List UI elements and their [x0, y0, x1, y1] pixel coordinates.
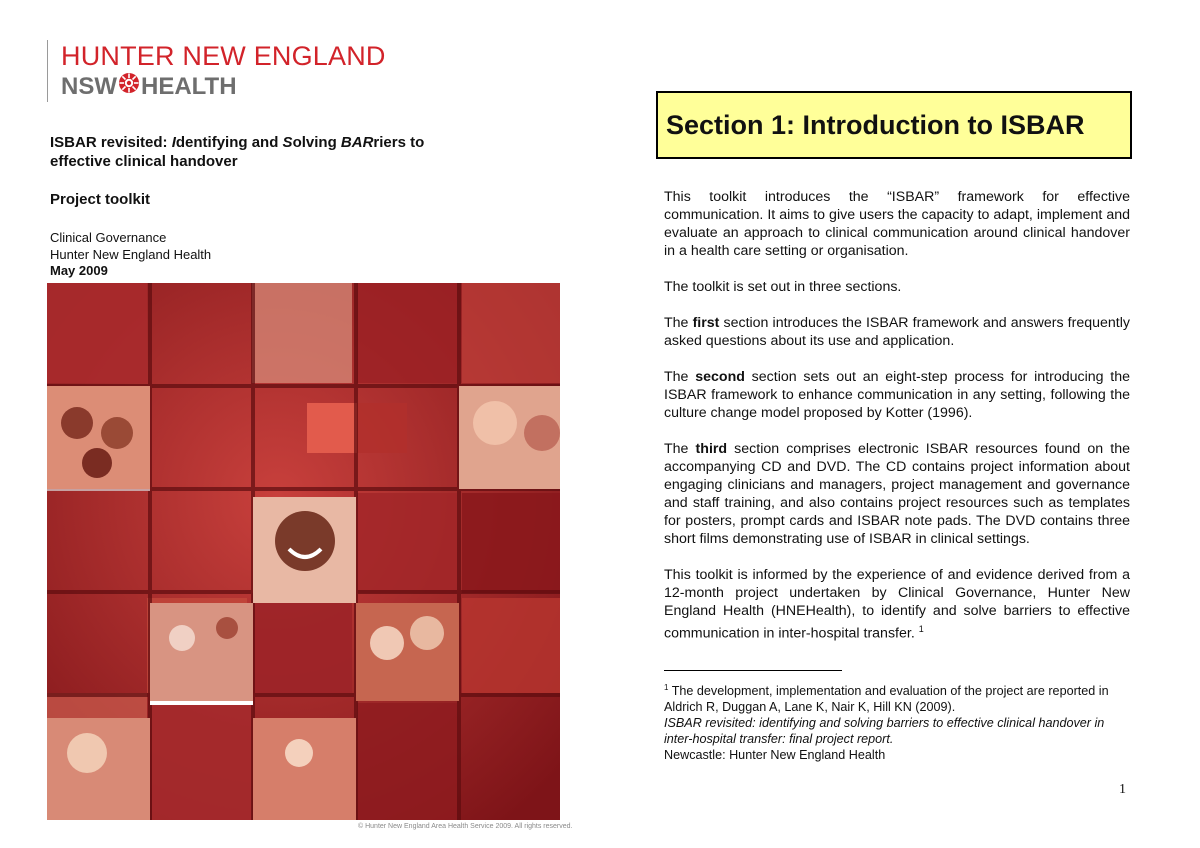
publication-date: May 2009: [50, 263, 108, 278]
waratah-emblem-icon: [118, 72, 140, 101]
title-part: S: [282, 134, 293, 151]
title-part: BAR: [340, 134, 374, 151]
logo-health-text: HEALTH: [141, 72, 237, 100]
logo-nsw-text: NSW: [61, 72, 117, 100]
title-part: dentifying and: [175, 134, 283, 151]
paragraph-text: The: [664, 441, 696, 457]
document-subtitle: Project toolkit: [50, 191, 151, 208]
section-body: [664, 188, 1130, 643]
paragraph-emphasis: third: [695, 441, 728, 457]
paragraph: [664, 314, 1130, 350]
footnote-line: Newcastle: Hunter New England Health: [664, 748, 886, 763]
paragraph-text: This toolkit is informed by the experience of and evidence derived from a 12-month project undertaken by Clinical Governance, Hunter New England Health (HNEHealth), to identify and solve barriers to effective communication in inter-hospital transfer.: [664, 567, 1130, 642]
footnote-number: 1: [664, 683, 669, 692]
paragraph: [664, 440, 1130, 548]
footnote-divider: [664, 670, 842, 671]
logo-nsw-health: [61, 72, 237, 101]
cover-photo-collage: [47, 283, 560, 820]
cover-copyright: © Hunter New England Area Health Service 2009. All rights reserved.: [358, 823, 573, 830]
document-title: [50, 133, 530, 171]
title-part: riers to: [373, 134, 425, 151]
title-part: ISBAR revisited:: [50, 134, 172, 151]
footnote-line: Aldrich R, Duggan A, Lane K, Nair K, Hill KN (2009).: [664, 700, 956, 715]
title-part: olving: [292, 134, 341, 151]
footnote-reference: 1: [918, 624, 924, 634]
paragraph: This toolkit introduces the “ISBAR” framework for effective communication. It aims to give users the capacity to adapt, implement and evaluate an approach to clinical communication around clinical handover in a health care setting or organisation.: [664, 189, 1130, 259]
paragraph-text: section sets out an eight-step process for introducing the ISBAR framework to enhance communication in any setting, following the culture change model proposed by Kotter (1996).: [664, 369, 1131, 421]
paragraph-text: The: [664, 369, 696, 385]
paragraph-text: section comprises electronic ISBAR resources found on the accompanying CD and DVD. The CD contains project information about engaging clinicians and managers, project management and governance and staff training, and also contains project resources such as templates for posters, prompt cards and ISBAR note pads. The DVD contains three short films demonstrating use of ISBAR in clinical settings.: [664, 441, 1131, 547]
paragraph-text: The: [664, 315, 693, 331]
section-heading: Section 1: Introduction to ISBAR: [666, 109, 1085, 140]
logo-divider: [47, 40, 48, 102]
org-department: Clinical Governance: [50, 230, 167, 245]
paragraph-emphasis: second: [695, 369, 745, 385]
footnote-line: [664, 680, 1130, 699]
footnote: [664, 680, 1130, 763]
logo-hunter-new-england: HUNTER NEW ENGLAND: [61, 41, 386, 71]
footnote-line: ISBAR revisited: identifying and solving barriers to effective clinical handover in inter-hospital transfer: final project report.: [664, 716, 1105, 747]
footnote-text: The development, implementation and evaluation of the project are reported in: [668, 684, 1109, 699]
title-part: effective clinical handover: [50, 153, 238, 170]
title-part: I: [171, 134, 176, 151]
paragraph-emphasis: first: [692, 315, 720, 331]
paragraph: [664, 368, 1130, 422]
paragraph: [664, 566, 1130, 643]
org-name: Hunter New England Health: [50, 247, 212, 262]
paragraph: The toolkit is set out in three sections.: [664, 279, 902, 295]
section-heading-box: [656, 91, 1132, 159]
paragraph-text: section introduces the ISBAR framework and answers frequently asked questions about its use and application.: [664, 315, 1130, 349]
page-number: 1: [1119, 782, 1126, 797]
